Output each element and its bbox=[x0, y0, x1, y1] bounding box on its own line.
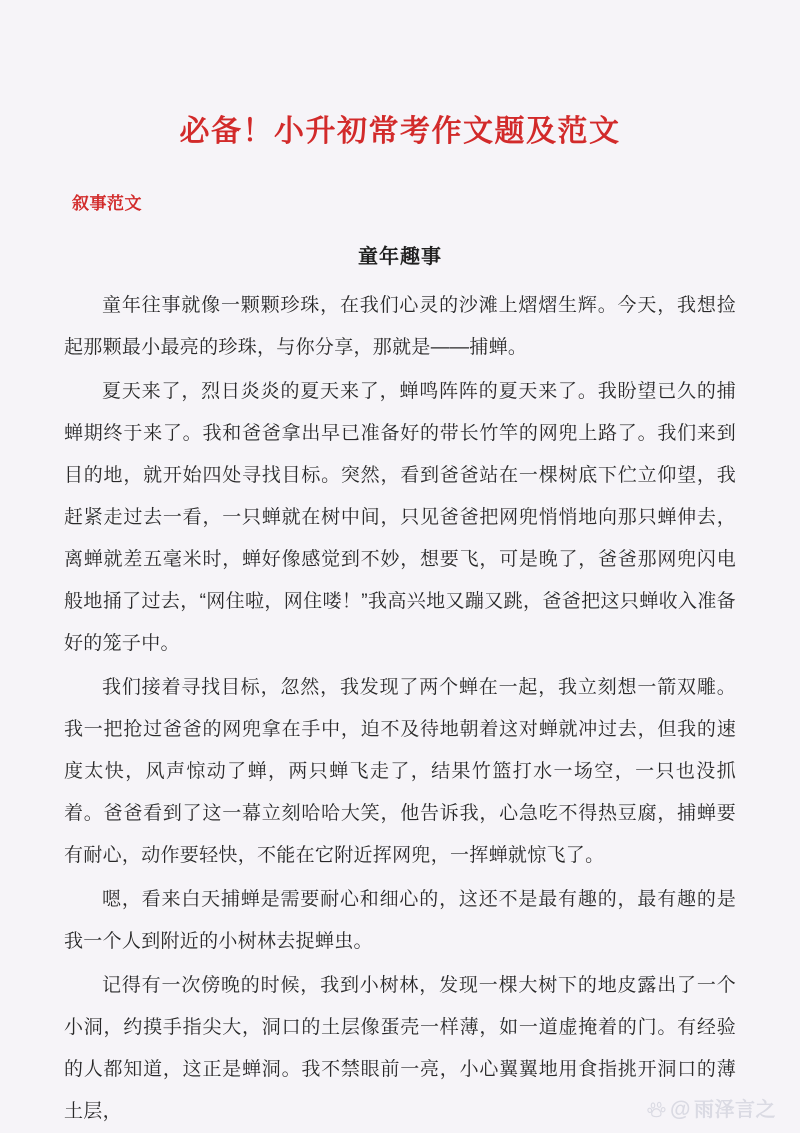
essay-body bbox=[64, 269, 736, 1133]
paragraph: 记得有一次傍晚的时候，我到小树林，发现一棵大树下的地皮露出了一个小洞，约摸手指尖大，洞口的土层像蛋壳一样薄，如一道虚掩着的门。有经验的人都知道，这正是蝉洞。我不禁眼前一亮，小心翼翼地用食指挑开洞口的薄土层， bbox=[64, 975, 736, 1122]
essay-title: 童年趣事 bbox=[358, 246, 442, 268]
section-label: 叙事范文 bbox=[72, 194, 142, 213]
paragraph: 我们接着寻找目标，忽然，我发现了两个蝉在一起，我立刻想一箭双雕。我一把抢过爸爸的网兜拿在手中，迫不及待地朝着这对蝉就冲过去，但我的速度太快，风声惊动了蝉，两只蝉飞走了，结果竹篮打水一场空，一只也没抓着。爸爸看到了这一幕立刻哈哈大笑，他告诉我，心急吃不得热豆腐，捕蝉要有耐心，动作要轻快，不能在它附近挥网兜，一挥蝉就惊飞了。 bbox=[64, 677, 736, 866]
paragraph: 嗯，看来白天捕蝉是需要耐心和细心的，这还不是最有趣的，最有趣的是我一个人到附近的小树林去捉蝉虫。 bbox=[64, 889, 736, 952]
at-symbol: @ bbox=[670, 1098, 691, 1121]
watermark-handle: 雨泽言之 bbox=[694, 1098, 776, 1121]
page-title: 必备！小升初常考作文题及范文 bbox=[179, 115, 621, 148]
paragraph: 童年往事就像一颗颗珍珠，在我们心灵的沙滩上熠熠生辉。今天，我想捡起那颗最小最亮的珍珠，与你分享，那就是——捕蝉。 bbox=[64, 295, 736, 358]
paragraph: 夏天来了，烈日炎炎的夏天来了，蝉鸣阵阵的夏天来了。我盼望已久的捕蝉期终于来了。我和爸爸拿出早已准备好的带长竹竿的网兜上路了。我们来到目的地，就开始四处寻找目标。突然，看到爸爸站在一棵树底下伫立仰望，我赶紧走过去一看，一只蝉就在树中间，只见爸爸把网兜悄悄地向那只蝉伸去，离蝉就差五毫米时，蝉好像感觉到不妙，想要飞，可是晚了，爸爸那网兜闪电般地捅了过去，“网住啦，网住喽！”我高兴地又蹦又跳，爸爸把这只蝉收入准备好的笼子中。 bbox=[64, 381, 736, 654]
